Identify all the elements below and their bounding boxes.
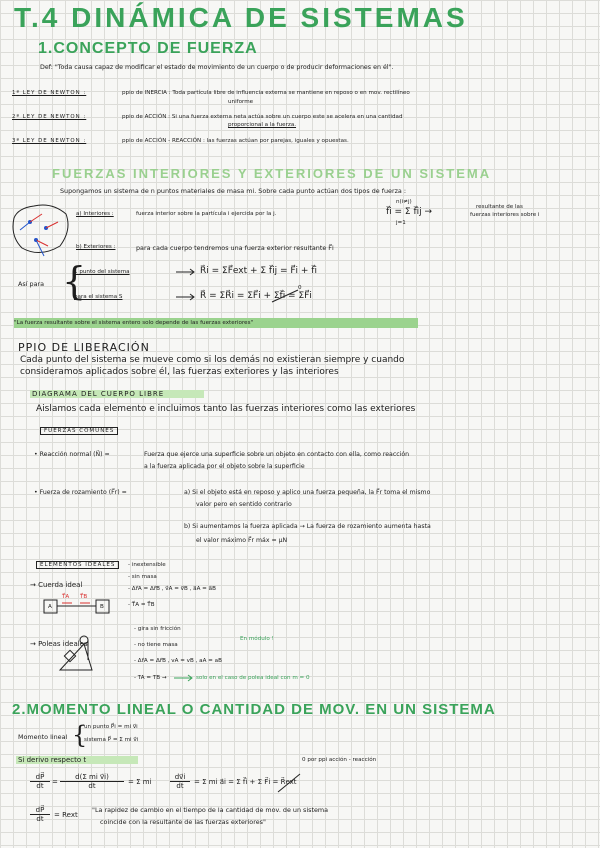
tension-b-label: T⃗B bbox=[80, 594, 88, 600]
page-title: T.4 DINÁMICA DE SISTEMAS bbox=[14, 2, 468, 33]
force-arrow bbox=[20, 222, 30, 230]
normal-text-1: Fuerza que ejerce una superficie sobre un objeto en contacto con ella, como reacción bbox=[144, 451, 410, 458]
block-b-label: B bbox=[100, 604, 104, 610]
force-arrow bbox=[30, 214, 42, 222]
law3-label: 3ª LEY DE NEWTON : bbox=[12, 138, 87, 144]
fuerzas-comunes-box: FUERZAS COMUNES bbox=[40, 427, 118, 435]
forces-heading: FUERZAS INTERIORES Y EXTERIORES DE UN SISTEMA bbox=[52, 166, 492, 181]
section2-heading: 2.MOMENTO LINEAL O CANTIDAD DE MOV. EN UN SISTEMA bbox=[12, 701, 496, 718]
law2-text-cont: proporcional a la fuerza. bbox=[228, 122, 297, 128]
eq-mid: d(Σ mi v⃗i) dt bbox=[60, 773, 124, 790]
law3-text: ppio de ACCIÓN - REACCIÓN : las fuerzas actúan por parejas, iguales y opuestas. bbox=[122, 138, 349, 144]
momento-lineal-label: Momento lineal bbox=[18, 733, 68, 741]
definition: Def: "Toda causa capaz de modificar el estado de movimiento de un cuerpo o de producir deformaciones en él". bbox=[40, 64, 394, 71]
eq-note: 0 por ppi acción - reacción bbox=[302, 757, 377, 763]
law2-text: ppio de ACCIÓN : Si una fuerza externa neta actúa sobre un cuerpo este se acelera en una cantidad bbox=[122, 114, 403, 120]
case2-zero: 0 bbox=[298, 285, 302, 291]
tension-a-label: T⃗A bbox=[62, 594, 70, 600]
polea-prop: - gira sin fricción bbox=[134, 626, 181, 632]
momento-case-1: un punto P⃗i = mi v⃗i bbox=[84, 724, 138, 730]
sum-bottom-index: j=1 bbox=[396, 220, 406, 226]
law1-text-cont: uniforme bbox=[228, 99, 254, 105]
cuerda-prop: - inextensible bbox=[128, 562, 166, 568]
eq-lhs: dP⃗ dt bbox=[30, 773, 50, 790]
normal-text-2: a la fuerza aplicada por el objeto sobre la superficie bbox=[144, 463, 305, 470]
law1-label: 1ª LEY DE NEWTON : bbox=[12, 90, 87, 96]
interior-label: a) Interiores : bbox=[76, 211, 114, 217]
eq-equals: = bbox=[52, 778, 58, 786]
forces-intro: Supongamos un sistema de n puntos materiales de masa mi. Sobre cada punto actúan dos tipos de fuerza : bbox=[60, 187, 407, 195]
case1-formula: R⃗i = ΣF⃗ext + Σ f⃗ij = F⃗i + f⃗i bbox=[200, 266, 317, 276]
forces-quote: "La fuerza resultante sobre el sistema entero solo depende de las fuerzas exteriores" bbox=[14, 318, 418, 328]
case1-label: 1 punto del sistema bbox=[74, 269, 130, 275]
normal-label: • Reacción normal (N⃗) = bbox=[34, 451, 110, 458]
friction-label: • Fuerza de rozamiento (F⃗r) = bbox=[34, 489, 127, 496]
cuerda-prop: - T⃗A = T⃗B bbox=[128, 602, 155, 608]
friction-a-1: a) Si el objeto está en reposo y aplico una fuerza pequeña, la F⃗r toma el mismo bbox=[184, 489, 431, 496]
momento-brace: { bbox=[72, 721, 88, 749]
case2-formula: R⃗ = ΣR⃗i = ΣF⃗i + Σf⃗i = ΣF⃗i bbox=[200, 291, 312, 301]
final-eq: = Rext bbox=[54, 811, 78, 819]
elementos-ideales-box: ELEMENTOS IDEALES bbox=[36, 561, 119, 569]
dcl-heading: DIAGRAMA DEL CUERPO LIBRE bbox=[30, 390, 204, 398]
polea-label: → Poleas ideales bbox=[30, 640, 88, 648]
law1-text: ppio de INERCIA : Toda partícula libre de influencia externa se mantiene en reposo o en mov. rectilíneo bbox=[122, 90, 410, 96]
section1-heading: 1.CONCEPTO DE FUERZA bbox=[38, 40, 258, 57]
polea-note: En módulo ! bbox=[240, 636, 274, 642]
friction-b-1: b) Si aumentamos la fuerza aplicada → La fuerza de rozamiento aumenta hasta bbox=[184, 523, 431, 530]
cuerda-label: → Cuerda ideal bbox=[30, 581, 83, 589]
block-a-label: A bbox=[48, 604, 52, 610]
cases-brace: { bbox=[62, 259, 87, 303]
final-lhs: dP⃗ dt bbox=[30, 806, 50, 823]
interior-note-1: resultante de las bbox=[476, 204, 523, 210]
exterior-text: para cada cuerpo tendremos una fuerza exterior resultante F⃗i bbox=[136, 244, 334, 252]
polea-prop: - TA = TB → bbox=[134, 675, 167, 681]
exterior-label: b) Exteriores : bbox=[76, 244, 116, 250]
interior-formula: f⃗i = Σ f⃗ij → bbox=[386, 207, 433, 217]
eq-rest: = Σ mi a⃗i = Σ f⃗i + Σ F⃗i = R⃗ext bbox=[194, 778, 297, 786]
liberacion-heading: PPIO DE LIBERACIÓN bbox=[18, 341, 150, 354]
friction-a-2: valor pero en sentido contrario bbox=[196, 501, 292, 508]
polea-prop: - Δr⃗A = Δr⃗B , vA = vB , aA = aB bbox=[134, 658, 222, 664]
dcl-text: Aislamos cada elemento e incluimos tanto las fuerzas interiores como las exteriores bbox=[36, 404, 416, 414]
polea-last: solo en el caso de polea ideal con m = 0 bbox=[196, 675, 310, 681]
eq-dv: dv⃗i dt bbox=[170, 773, 190, 790]
cuerda-prop: - sin masa bbox=[128, 574, 157, 580]
asi-para: Así para bbox=[18, 280, 45, 288]
force-arrow bbox=[46, 222, 58, 228]
interior-text: fuerza interior sobre la partícula i ejercida por la j. bbox=[136, 211, 277, 217]
friction-b-2: el valor máximo F⃗r máx = μN bbox=[196, 537, 288, 544]
law2-label: 2ª LEY DE NEWTON : bbox=[12, 114, 87, 120]
pulley-block bbox=[64, 650, 75, 661]
final-quote-2: coincide con la resultante de las fuerzas exteriores" bbox=[100, 818, 266, 826]
case2-label: para el sistema S bbox=[74, 294, 123, 300]
cuerda-prop: - Δr⃗A = Δr⃗B , v⃗A = v⃗B , a⃗A = a⃗B bbox=[128, 586, 216, 592]
sum-top-index: n(i≠j) bbox=[396, 199, 412, 205]
liberacion-text-2: consideramos aplicados sobre él, las fuerzas exteriores y las interiores bbox=[20, 367, 339, 377]
polea-prop: - no tiene masa bbox=[134, 642, 178, 648]
liberacion-text-1: Cada punto del sistema se mueve como si los demás no existieran siempre y cuando bbox=[20, 355, 405, 365]
momento-case-2: sistema P⃗ = Σ mi v⃗i bbox=[84, 737, 139, 743]
final-quote-1: "La rapidez de cambio en el tiempo de la cantidad de mov. de un sistema bbox=[92, 806, 329, 814]
interior-note-2: fuerzas interiores sobre i bbox=[470, 212, 540, 218]
derivo-heading: Si derivo respecto t bbox=[16, 756, 138, 764]
eq-sum-mi: = Σ mi bbox=[128, 778, 152, 786]
